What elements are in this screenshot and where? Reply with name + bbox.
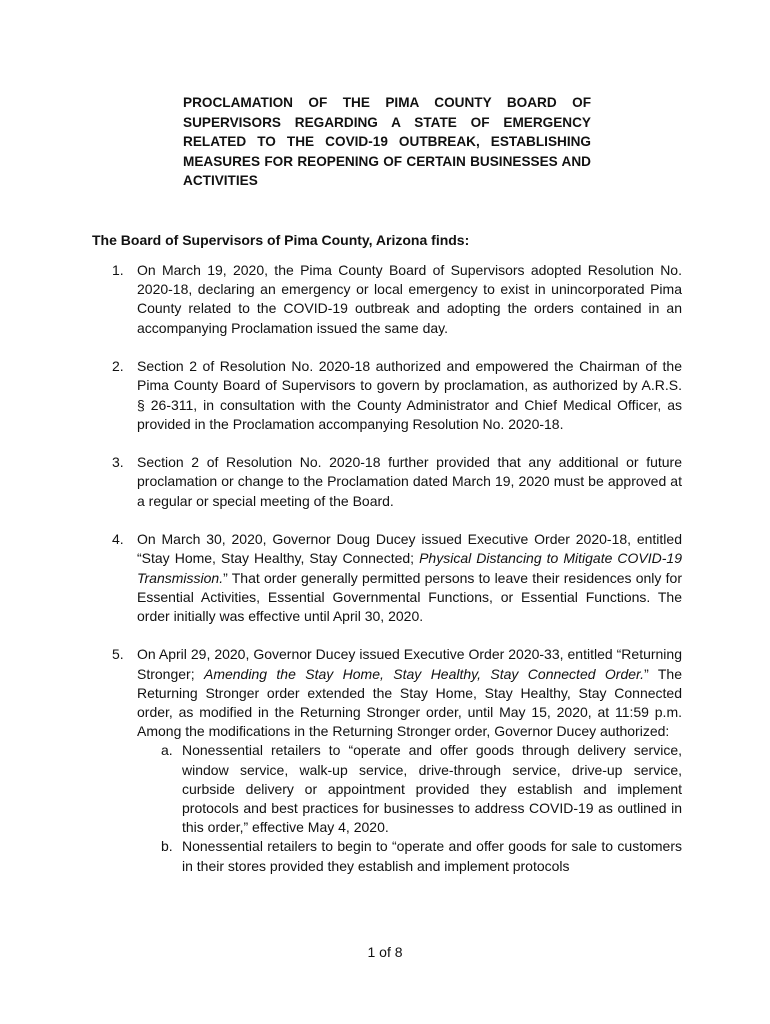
item-number: 4. bbox=[112, 531, 124, 548]
finding-item-1 bbox=[92, 261, 682, 338]
item-text: ” The Returning Stronger order extended the Stay Home, Stay Healthy, Stay Connected order, as modified in the Returning Stronger order, until May 15, 2020, at 11:59 p.m. Among the modifications in the Returning Stronger order, Governor Ducey authorized: bbox=[137, 665, 682, 740]
item-number: 3. bbox=[112, 454, 124, 471]
item-text: On April 29, 2020, Governor Ducey issued Executive Order 2020-33, entitled “Returning Stronger; bbox=[137, 646, 682, 682]
item-text: Section 2 of Resolution No. 2020-18 authorized and empowered the Chairman of the Pima County Board of Supervisors to govern by proclamation, as authorized by A.R.S. § 26-311, in consultation with the County Administrator and Chief Medical Officer, as provided in the Proclamation accompanying Resolution No. 2020-18. bbox=[137, 358, 682, 432]
sub-item-letter: a. bbox=[161, 742, 173, 759]
item-number: 2. bbox=[112, 358, 124, 375]
finding-item-5 bbox=[92, 645, 682, 875]
sub-item-b bbox=[137, 837, 682, 875]
proclamation-title: PROCLAMATION OF THE PIMA COUNTY BOARD OF SUPERVISORS REGARDING A STATE OF EMERGENCY RELATED TO THE COVID-19 OUTBREAK, ESTABLISHING MEASURES FOR REOPENING OF CERTAIN BUSINESSES AND ACTIVITIES bbox=[183, 95, 591, 188]
findings-list bbox=[92, 261, 682, 895]
item-italic-title: Physical Distancing to Mitigate COVID-19 Transmission. bbox=[137, 550, 683, 586]
page-number: 1 of 8 bbox=[367, 944, 403, 960]
finding-item-4 bbox=[92, 530, 682, 626]
sub-item-text: Nonessential retailers to begin to “operate and offer goods for sale to customers in their stores provided they establish and implement protocols bbox=[182, 838, 682, 874]
sub-list bbox=[137, 741, 682, 875]
item-text: On March 19, 2020, the Pima County Board of Supervisors adopted Resolution No. 2020-18, declaring an emergency or local emergency to exist in unincorporated Pima County related to the COVID-19 outbreak and adopting the orders contained in an accompanying Proclamation issued the same day. bbox=[137, 262, 682, 336]
item-text: ” That order generally permitted persons to leave their residences only for Essential Activities, Essential Governmental Functions, or Essential Functions. The order initially was effective until April 30, 2020. bbox=[137, 569, 682, 624]
item-text: On March 30, 2020, Governor Doug Ducey issued Executive Order 2020-18, entitled “Stay Home, Stay Healthy, Stay Connected; bbox=[137, 531, 682, 567]
findings-heading: The Board of Supervisors of Pima County, Arizona finds: bbox=[92, 232, 470, 248]
item-number: 1. bbox=[112, 262, 124, 278]
item-number: 5. bbox=[112, 646, 124, 663]
sub-item-a bbox=[137, 741, 682, 837]
sub-item-letter: b. bbox=[161, 838, 173, 855]
finding-item-3 bbox=[92, 453, 682, 511]
item-italic-title: Amending the Stay Home, Stay Healthy, Stay Connected Order. bbox=[203, 665, 645, 682]
finding-item-2 bbox=[92, 357, 682, 434]
sub-item-text: Nonessential retailers to “operate and offer goods through delivery service, window service, walk-up service, drive-through service, drive-up service, curbside delivery or appointment provided they establish and implement protocols and best practices for businesses to address COVID-19 as outlined in this order,” effective May 4, 2020. bbox=[182, 742, 682, 836]
item-text: Section 2 of Resolution No. 2020-18 further provided that any additional or future proclamation or change to the Proclamation dated March 19, 2020 must be approved at a regular or special meeting of the Board. bbox=[137, 454, 682, 509]
